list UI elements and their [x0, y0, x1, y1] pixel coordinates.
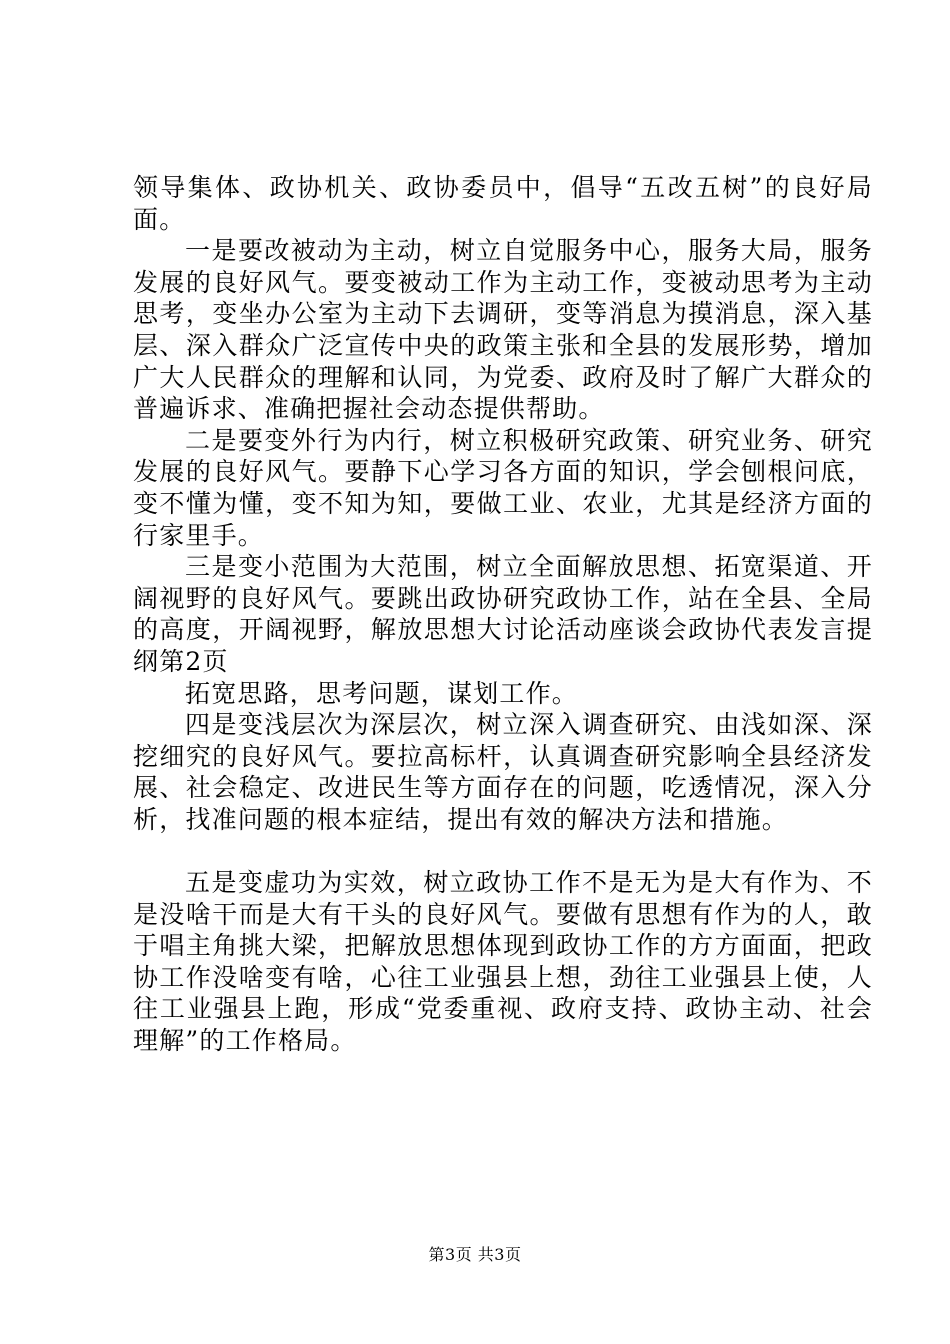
paragraph-continuation: 拓宽思路，思考问题，谋划工作。 [185, 678, 579, 708]
page-footer [0, 1244, 950, 1266]
paragraph-point-one: 一是要改被动为主动，树立自觉服务中心，服务大局，服务发展的良好风气。要变被动工作为主动工作，变被动思考为主动思考，变坐办公室为主动下去调研，变等消息为摸消息，深入基层、深入群众广泛宣传中央的政策主张和全县的发展形势，增加广大人民群众的理解和认同，为党委、政府及时了解广大群众的普遍诉求、准确把握社会动态提供帮助。 [133, 236, 873, 424]
paragraph-intro: 领导集体、政协机关、政协委员中，倡导“五改五树”的良好局面。 [133, 173, 873, 234]
paragraph-point-five: 五是变虚功为实效，树立政协工作不是无为是大有作为、不是没啥干而是大有干头的良好风气。要做有思想有作为的人，敢于唱主角挑大梁，把解放思想体现到政协工作的方方面面，把政协工作没啥变有啥，心往工业强县上想，劲往工业强县上使，人往工业强县上跑，形成“党委重视、政府支持、政协主动、社会理解”的工作格局。 [133, 868, 873, 1056]
paragraph-point-two: 二是要变外行为内行，树立积极研究政策、研究业务、研究发展的良好风气。要静下心学习各方面的知识，学会刨根问底，变不懂为懂，变不知为知，要做工业、农业，尤其是经济方面的行家里手。 [133, 425, 873, 550]
document-body [133, 172, 873, 1057]
paragraph-gap [133, 835, 873, 867]
page-number-label: 第3页 共3页 [428, 1245, 522, 1264]
paragraph-point-three: 三是变小范围为大范围，树立全面解放思想、拓宽渠道、开阔视野的良好风气。要跳出政协研究政协工作，站在全县、全局的高度，开阔视野，解放思想大讨论活动座谈会政协代表发言提纲第2页 [133, 552, 873, 676]
paragraph-point-four: 四是变浅层次为深层次，树立深入调查研究、由浅如深、深挖细究的良好风气。要拉高标杆，认真调查研究影响全县经济发展、社会稳定、改进民生等方面存在的问题，吃透情况，深入分析，找准问题的根本症结，提出有效的解决方法和措施。 [133, 710, 873, 834]
